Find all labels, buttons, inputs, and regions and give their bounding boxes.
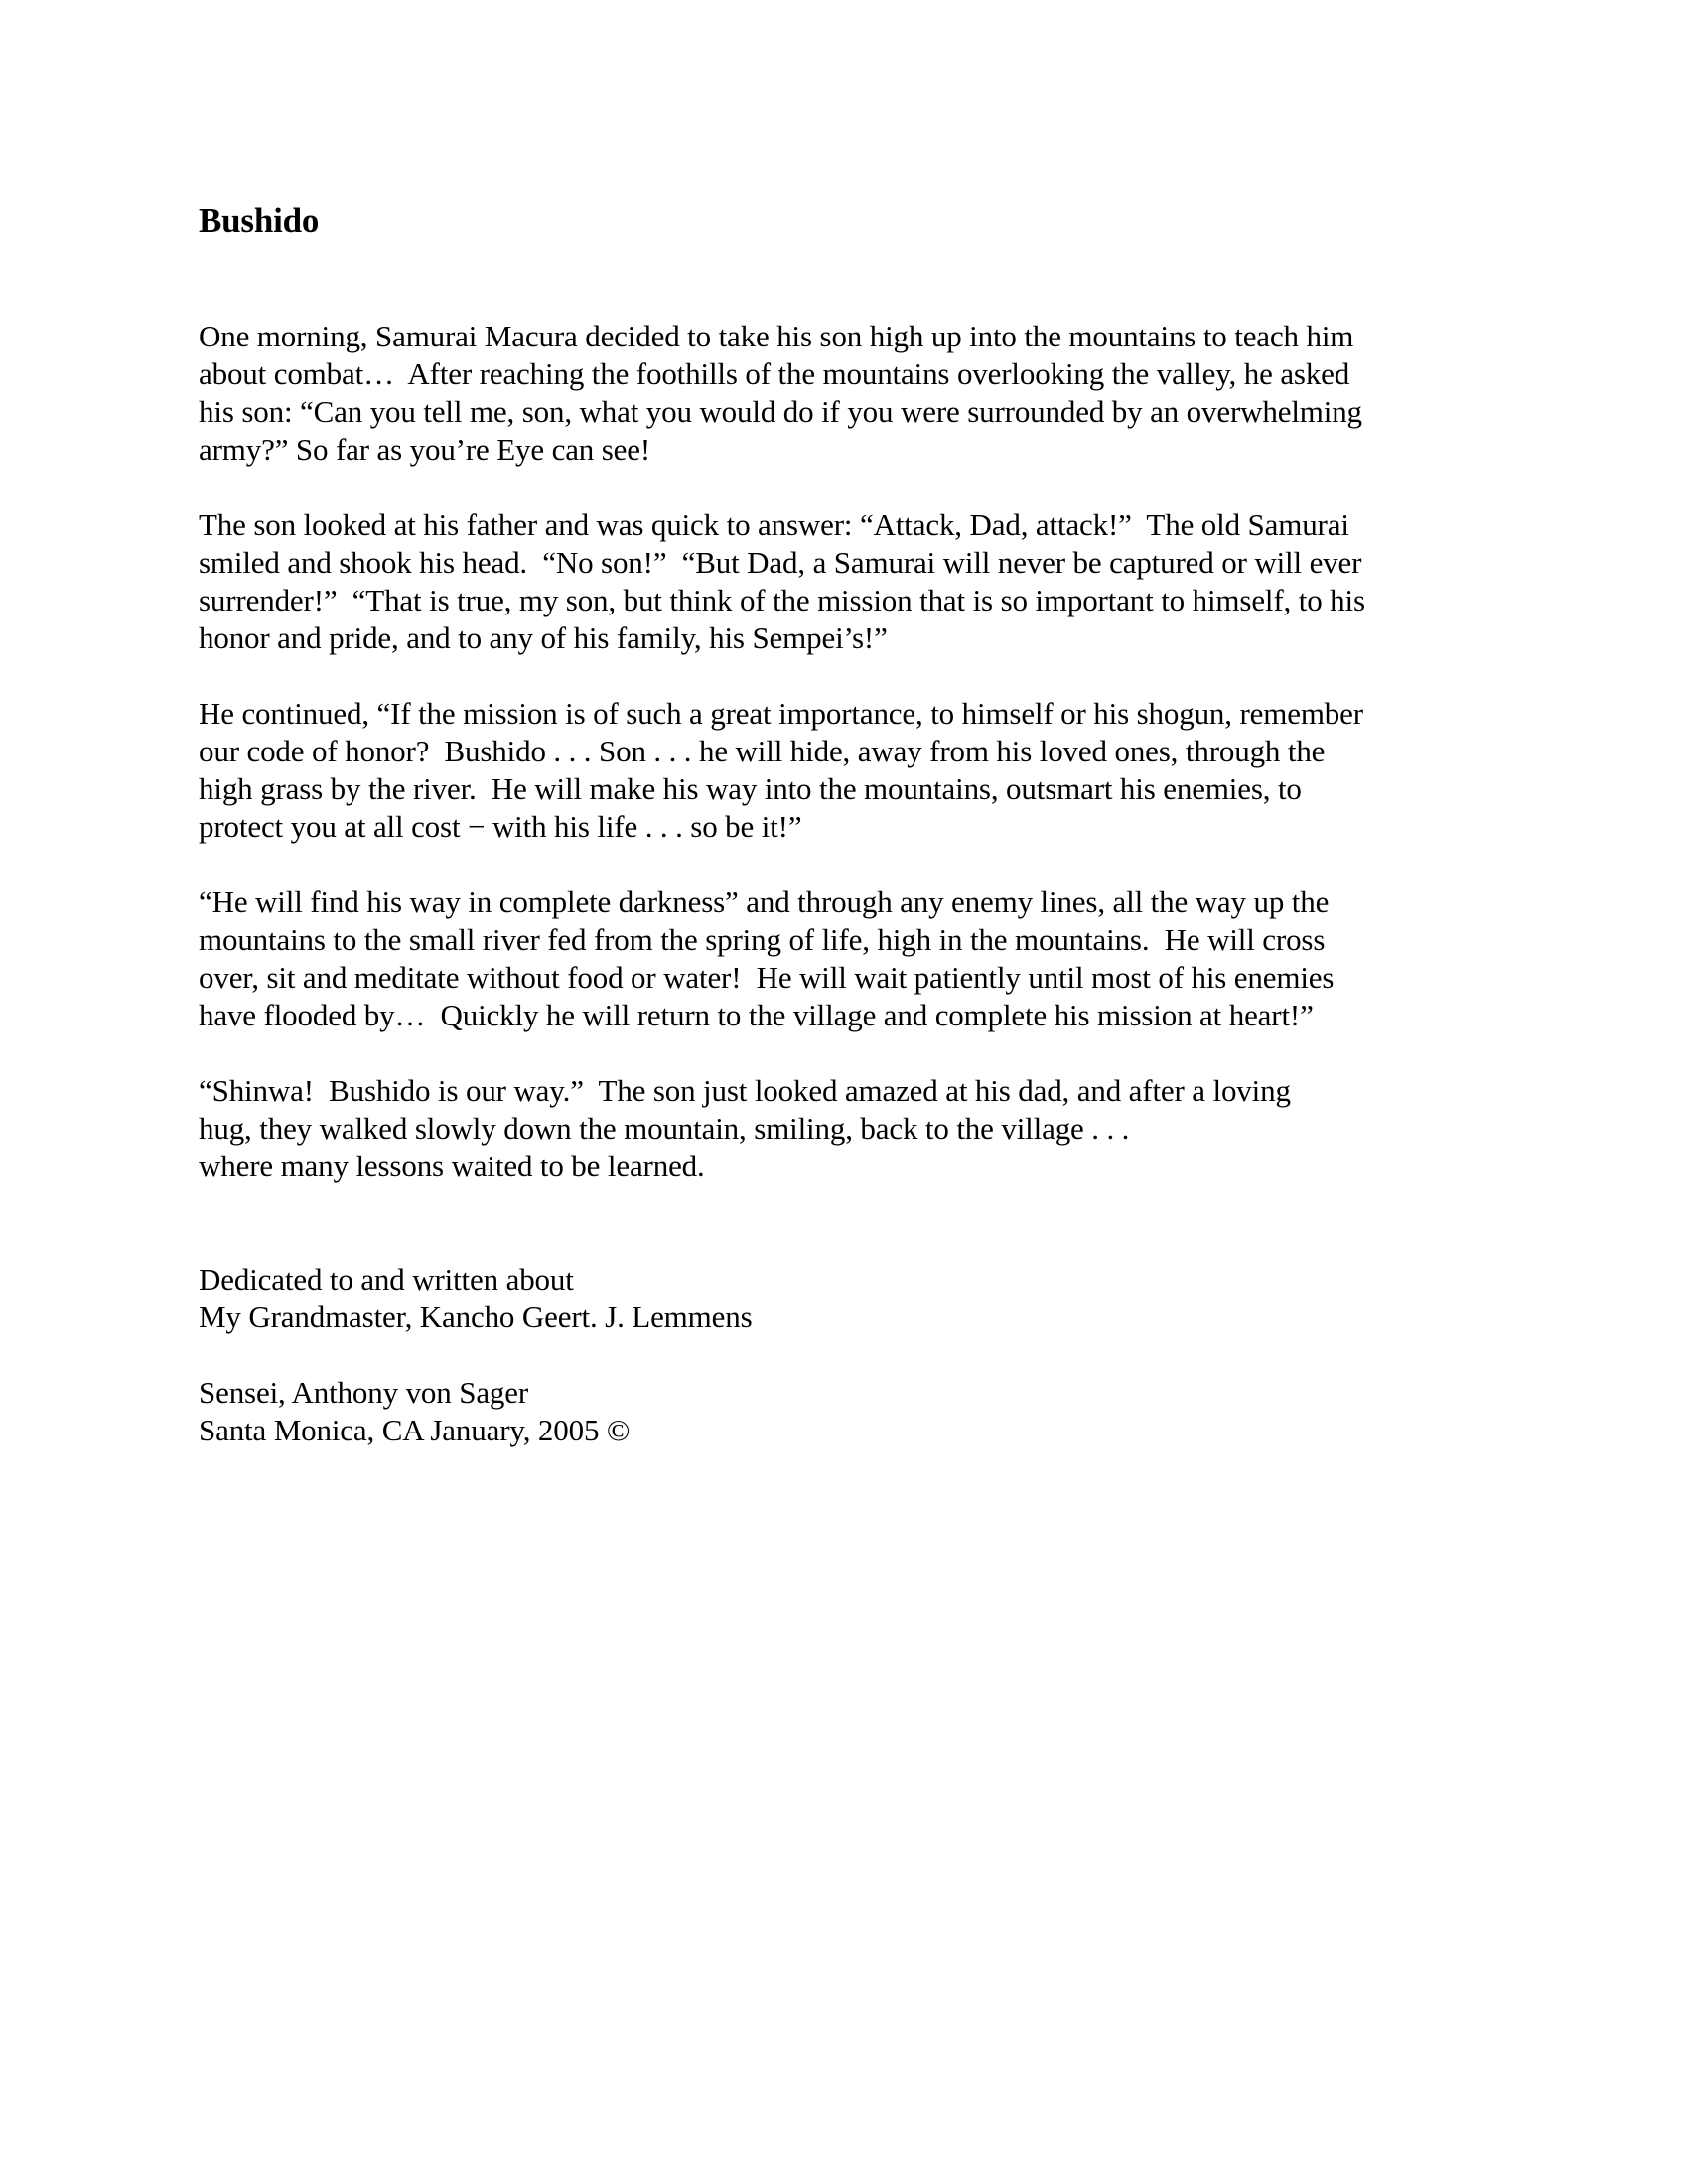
paragraph-line: “He will find his way in complete darkness” and through any enemy lines, all the way up the	[199, 885, 1330, 919]
paragraph-line: The son looked at his father and was quick to answer: “Attack, Dad, attack!” The old Samurai	[199, 507, 1349, 542]
paragraph-line: where many lessons waited to be learned.	[199, 1149, 705, 1183]
paragraph-line: honor and pride, and to any of his family, his Sempei’s!”	[199, 620, 888, 655]
signature-line: Sensei, Anthony von Sager	[199, 1375, 529, 1410]
paragraph-line: mountains to the small river fed from the spring of life, high in the mountains. He will cross	[199, 922, 1326, 957]
paragraph-line: his son: “Can you tell me, son, what you would do if you were surrounded by an overwhelming	[199, 394, 1362, 429]
paragraph-line: over, sit and meditate without food or water! He will wait patiently until most of his enemies	[199, 960, 1335, 995]
paragraph-line: surrender!” “That is true, my son, but think of the mission that is so important to himself, to his	[199, 583, 1365, 617]
paragraph-line: have flooded by… Quickly he will return to the village and complete his mission at heart!”	[199, 998, 1314, 1032]
paragraph-line: He continued, “If the mission is of such a great importance, to himself or his shogun, remember	[199, 696, 1363, 731]
paragraph-line: army?” So far as you’re Eye can see!	[199, 432, 651, 467]
paragraph-line: high grass by the river. He will make his way into the mountains, outsmart his enemies, to	[199, 771, 1302, 806]
dedication-line: My Grandmaster, Kancho Geert. J. Lemmens	[199, 1299, 753, 1334]
paragraph-line: “Shinwa! Bushido is our way.” The son just looked amazed at his dad, and after a loving	[199, 1073, 1291, 1108]
paragraph-line: One morning, Samurai Macura decided to take his son high up into the mountains to teach him	[199, 319, 1354, 353]
paragraph-line: protect you at all cost − with his life . . . so be it!”	[199, 809, 802, 844]
paragraph-line: hug, they walked slowly down the mountain, smiling, back to the village . . .	[199, 1111, 1130, 1146]
signature-line: Santa Monica, CA January, 2005 ©	[199, 1413, 631, 1447]
paragraph-line: smiled and shook his head. “No son!” “But Dad, a Samurai will never be captured or will ever	[199, 545, 1362, 580]
paragraph-line: about combat… After reaching the foothills of the mountains overlooking the valley, he asked	[199, 356, 1350, 391]
document-title: Bushido	[199, 202, 320, 240]
paragraph-line: our code of honor? Bushido . . . Son . . . he will hide, away from his loved ones, through the	[199, 734, 1326, 768]
dedication-line: Dedicated to and written about	[199, 1262, 574, 1297]
